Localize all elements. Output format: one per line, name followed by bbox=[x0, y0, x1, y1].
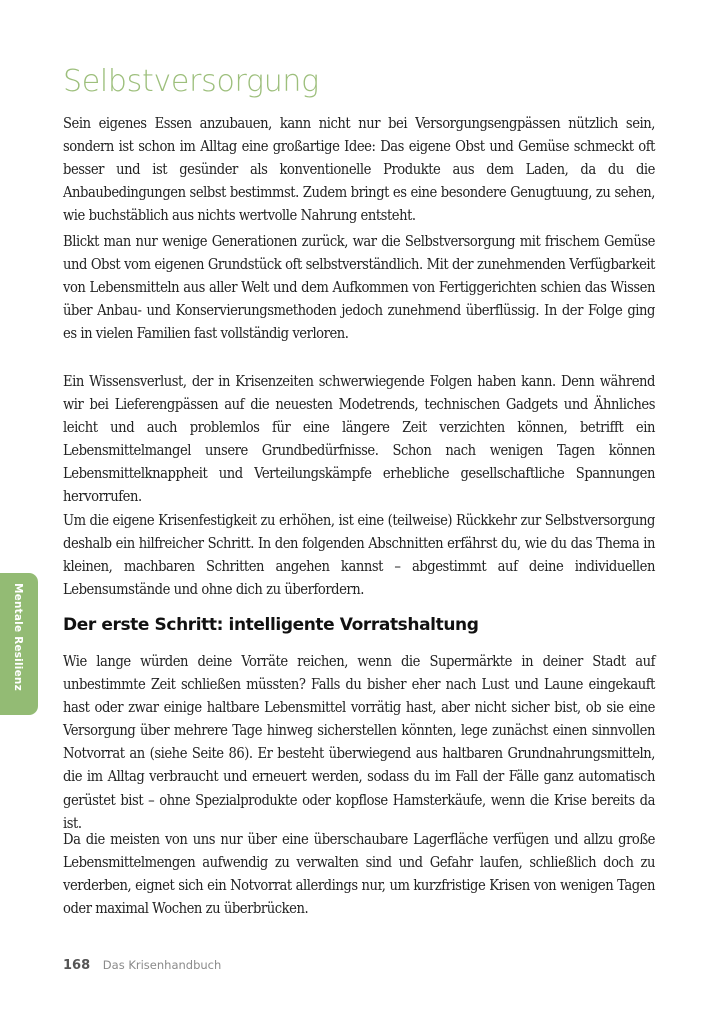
page-number: 168 bbox=[63, 958, 91, 973]
chapter-side-tab bbox=[0, 573, 38, 715]
page-footer bbox=[63, 958, 221, 973]
book-title: Das Krisenhandbuch bbox=[102, 958, 222, 972]
paragraph-4: Um die eigene Krisenfestigkeit zu erhöhen, ist eine (teilweise) Rückkehr zur Selbstversorgung deshalb ein hilfreicher Schritt. In den folgenden Abschnitten erfährst du, wie du das Thema in kleinen, machbaren Schritten angehen kannst – abgestimmt auf deine individuellen Lebensumstände und ohne dich zu überfordern. bbox=[63, 512, 655, 599]
section-heading: Der erste Schritt: intelligente Vorratshaltung bbox=[63, 615, 479, 635]
section-paragraph-2: Da die meisten von uns nur über eine überschaubare Lagerfläche verfügen und allzu große Lebensmittelmengen aufwendig zu verwalten sind und Gefahr laufen, schließlich doch zu verderben, eignet sich ein Notvorrat allerdings nur, um kurzfristige Krisen von wenigen Tagen oder maximal Wochen zu überbrücken. bbox=[63, 831, 655, 918]
side-tab-label: Mentale Resilienz bbox=[12, 583, 24, 691]
paragraph-2: Blickt man nur wenige Generationen zurück, war die Selbstversorgung mit frischem Gemüse und Obst vom eigenen Grundstück oft selbstverständlich. Mit der zunehmenden Verfügbarkeit von Lebensmitteln aus aller Welt und dem Aufkommen von Fertiggerichten schien das Wissen über Anbau- und Konservierungsmethoden jedoch zunehmend überflüssig. In der Folge ging es in vielen Familien fast vollständig verloren. bbox=[63, 233, 655, 343]
chapter-title: Selbstversorgung bbox=[63, 64, 319, 99]
paragraph-1: Sein eigenes Essen anzubauen, kann nicht nur bei Versorgungsengpässen nützlich sein, sondern ist schon im Alltag eine großartige Idee: Das eigene Obst und Gemüse schmeckt oft besser und ist gesünder als konventionelle Produkte aus dem Laden, da du die Anbaubedingungen selbst bestimmst. Zudem bringt es eine besondere Genugtuung, zu sehen, wie buchstäblich aus nichts wertvolle Nahrung entsteht. bbox=[63, 115, 655, 225]
paragraph-3: Ein Wissensverlust, der in Krisenzeiten schwerwiegende Folgen haben kann. Denn während wir bei Lieferengpässen auf die neuesten Modetrends, technischen Gadgets und Ähnliches leicht und auch problemlos für eine längere Zeit verzichten können, betrifft ein Lebensmittelmangel unsere Grundbedürfnisse. Schon nach wenigen Tagen können Lebensmittelknappheit und Verteilungskämpfe erhebliche gesellschaftliche Spannungen hervorrufen. bbox=[63, 373, 655, 506]
section-paragraph-1: Wie lange würden deine Vorräte reichen, wenn die Supermärkte in deiner Stadt auf unbestimmte Zeit schließen müssten? Falls du bisher eher nach Lust und Laune eingekauft hast oder zwar einige haltbare Lebensmittel vorrätig hast, aber nicht sicher bist, ob sie eine Versorgung über mehrere Tage hinweg sicherstellen könnten, lege zunächst einen sinnvollen Notvorrat an (siehe Seite 86). Er besteht überwiegend aus haltbaren Grundnahrungsmitteln, die im Alltag verbraucht und erneuert werden, sodass du im Fall der Fälle ganz automatisch gerüstet bist – ohne Spezialprodukte oder kopflose Hamsterkäufe, wenn die Krise bereits da ist. bbox=[63, 653, 655, 832]
